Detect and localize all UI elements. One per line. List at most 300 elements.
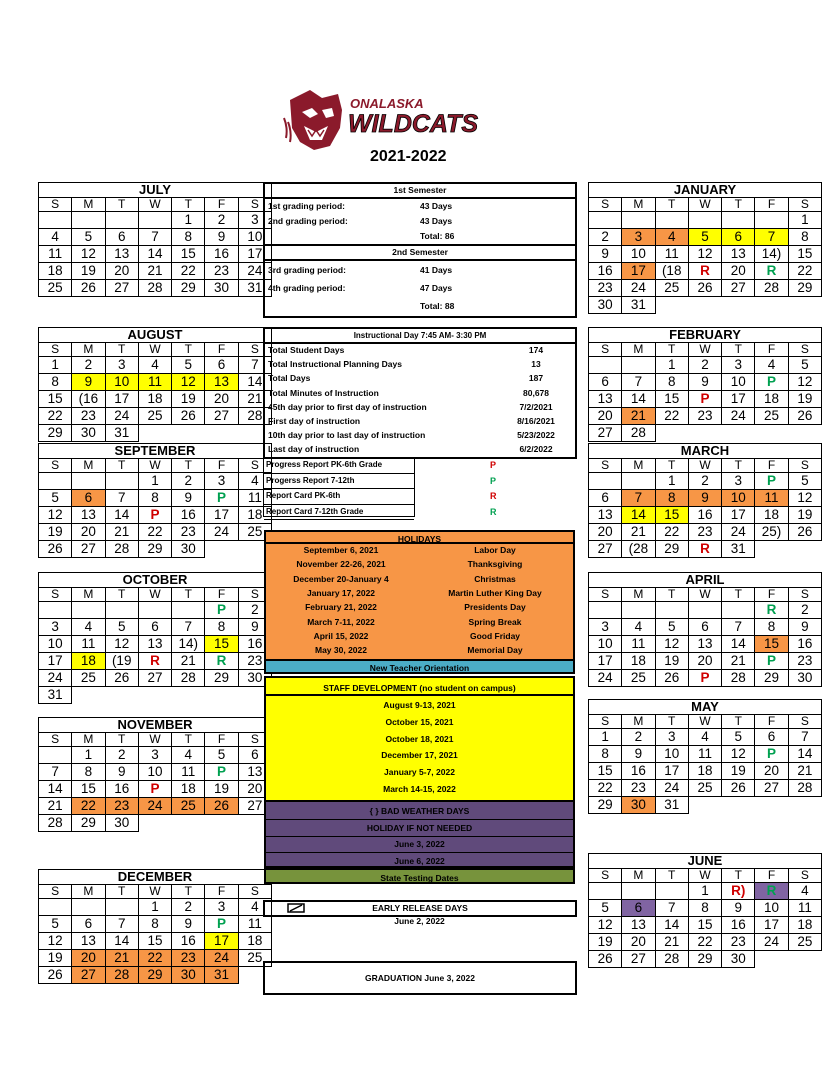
day-cell: 26 (39, 967, 72, 984)
day-cell: 27 (722, 280, 755, 297)
day-cell: 17 (238, 246, 271, 263)
day-cell (655, 883, 688, 900)
weekday-header: S (589, 459, 622, 473)
day-cell: 17 (205, 933, 238, 950)
weekday-header: W (688, 715, 721, 729)
day-cell: 14 (105, 933, 138, 950)
day-cell: 14 (105, 507, 138, 524)
day-cell (722, 425, 755, 442)
day-cell: 15 (39, 391, 72, 408)
day-cell: 6 (105, 229, 138, 246)
month-august (38, 327, 272, 442)
day-cell: 11 (238, 490, 271, 507)
holiday-row (266, 644, 573, 658)
day-cell (622, 473, 655, 490)
day-cell: 25 (39, 280, 72, 297)
day-cell: 19 (788, 507, 821, 524)
day-cell: R (138, 653, 171, 670)
day-cell: 18 (138, 391, 171, 408)
day-cell: 2 (172, 473, 205, 490)
early-release-title: EARLY RELEASE DAYS (372, 903, 468, 913)
day-cell: 19 (655, 653, 688, 670)
day-cell (688, 212, 721, 229)
month-may (588, 699, 822, 814)
day-cell: 4 (655, 229, 688, 246)
day-cell: 6 (589, 374, 622, 391)
instruction-row (265, 344, 575, 358)
day-cell: 24 (39, 670, 72, 687)
day-cell: 21 (622, 408, 655, 425)
weekday-header: T (655, 459, 688, 473)
day-cell: 23 (172, 950, 205, 967)
day-cell: 24 (722, 524, 755, 541)
day-cell: 22 (655, 524, 688, 541)
day-cell: 18 (72, 653, 105, 670)
weekday-header: S (788, 343, 821, 357)
month-november (38, 717, 272, 832)
day-cell: 25 (622, 670, 655, 687)
day-cell: P (688, 670, 721, 687)
day-cell: 29 (755, 670, 788, 687)
day-cell: 5 (39, 916, 72, 933)
day-cell (655, 602, 688, 619)
holiday-name: Presidents Day (464, 602, 526, 613)
day-cell (39, 473, 72, 490)
day-cell: R (755, 602, 788, 619)
staff-development-date: August 9-13, 2021 (383, 700, 456, 710)
day-cell: 19 (172, 391, 205, 408)
weekday-header: S (238, 885, 271, 899)
day-cell: 5 (105, 619, 138, 636)
day-cell: 23 (172, 524, 205, 541)
day-cell: 13 (138, 636, 171, 653)
day-cell: 9 (722, 900, 755, 917)
day-cell: 21 (238, 391, 271, 408)
day-cell: 14 (722, 636, 755, 653)
weekday-header: F (755, 198, 788, 212)
day-cell: 16 (172, 933, 205, 950)
weekday-header: T (105, 459, 138, 473)
bad-weather-date: June 6, 2022 (394, 855, 445, 866)
day-cell: 27 (72, 967, 105, 984)
weekday-header: W (138, 198, 171, 212)
day-cell: R (755, 263, 788, 280)
month-march (588, 443, 822, 558)
day-cell: 7 (238, 357, 271, 374)
day-cell: 26 (655, 670, 688, 687)
day-cell: 30 (622, 797, 655, 814)
grading-period-3-days: 41 Days (420, 265, 453, 275)
day-cell: 12 (788, 374, 821, 391)
day-cell: 6 (622, 900, 655, 917)
instruction-box (263, 327, 577, 459)
weekday-header: S (788, 869, 821, 883)
day-cell (72, 602, 105, 619)
day-cell: (28 (622, 541, 655, 558)
day-cell: P (138, 781, 171, 798)
day-cell: 9 (238, 619, 271, 636)
day-cell: 25 (755, 408, 788, 425)
graduation-box (263, 961, 577, 995)
day-cell: 26 (589, 951, 622, 968)
day-cell: 11 (72, 636, 105, 653)
instruction-value: 187 (528, 373, 544, 384)
weekday-header: W (138, 885, 171, 899)
weekday-header: M (622, 588, 655, 602)
day-cell: 24 (205, 950, 238, 967)
day-cell: 8 (138, 490, 171, 507)
day-cell: 22 (138, 524, 171, 541)
day-cell: 28 (138, 280, 171, 297)
day-cell: 16 (238, 636, 271, 653)
day-cell: 6 (138, 619, 171, 636)
day-cell: 9 (172, 490, 205, 507)
instruction-row (265, 358, 575, 372)
grading-period-3-label: 3rd grading period: (268, 265, 346, 275)
day-cell: 10 (722, 374, 755, 391)
day-cell: 7 (622, 490, 655, 507)
instruction-row (265, 401, 575, 415)
day-cell: 5 (722, 729, 755, 746)
day-cell: 29 (655, 541, 688, 558)
day-cell: 16 (205, 246, 238, 263)
day-cell: 14 (622, 507, 655, 524)
day-cell: 6 (589, 490, 622, 507)
day-cell: 28 (755, 280, 788, 297)
instruction-value: 8/16/2021 (517, 415, 555, 426)
day-cell: 27 (72, 541, 105, 558)
day-cell: 18 (788, 917, 821, 934)
staff-development-date: October 18, 2021 (385, 733, 454, 744)
day-cell: 30 (72, 425, 105, 442)
instruction-label: 10th day prior to last day of instruction (268, 430, 426, 441)
day-cell: 3 (138, 747, 171, 764)
day-cell: 25 (655, 280, 688, 297)
day-cell: 23 (589, 280, 622, 297)
grading-period-4-label: 4th grading period: (268, 283, 346, 293)
day-cell: 6 (72, 490, 105, 507)
day-cell: 23 (105, 798, 138, 815)
weekday-header: M (622, 459, 655, 473)
day-cell: 11 (172, 764, 205, 781)
day-cell: 30 (722, 951, 755, 968)
weekday-header: T (655, 198, 688, 212)
day-cell: 6 (205, 357, 238, 374)
day-cell: 21 (172, 653, 205, 670)
weekday-header: M (72, 885, 105, 899)
day-cell: 3 (622, 229, 655, 246)
day-cell: 11 (655, 246, 688, 263)
day-cell: 19 (722, 763, 755, 780)
day-cell: (19 (105, 653, 138, 670)
weekday-header: W (688, 588, 721, 602)
day-cell (72, 899, 105, 916)
day-cell (589, 883, 622, 900)
weekday-header: S (788, 588, 821, 602)
day-cell: 16 (722, 917, 755, 934)
day-cell: 17 (105, 391, 138, 408)
day-cell: 31 (205, 967, 238, 984)
semester-box (263, 182, 577, 318)
weekday-header: T (172, 588, 205, 602)
day-cell (105, 687, 138, 704)
day-cell: 22 (138, 950, 171, 967)
day-cell: 3 (205, 473, 238, 490)
instruction-label: Last day of instruction (268, 444, 360, 455)
day-cell: 7 (105, 490, 138, 507)
day-cell: 21 (788, 763, 821, 780)
month-title: JANUARY (588, 182, 822, 197)
day-cell: 15 (688, 917, 721, 934)
day-cell: 31 (722, 541, 755, 558)
day-cell: 28 (655, 951, 688, 968)
day-cell: 28 (788, 780, 821, 797)
day-cell: 31 (238, 280, 271, 297)
day-cell (39, 602, 72, 619)
day-cell: 5 (655, 619, 688, 636)
day-cell: 4 (238, 473, 271, 490)
day-cell (688, 425, 721, 442)
day-cell: 20 (622, 934, 655, 951)
weekday-header: S (39, 588, 72, 602)
day-cell: 1 (788, 212, 821, 229)
day-cell: 27 (622, 951, 655, 968)
day-cell: 27 (755, 780, 788, 797)
early-release-icon (287, 903, 307, 913)
day-cell: 10 (39, 636, 72, 653)
bad-weather-section (264, 800, 575, 868)
weekday-header: F (205, 588, 238, 602)
staff-development-title: STAFF DEVELOPMENT (no student on campus) (264, 676, 575, 696)
month-title: MAY (588, 699, 822, 714)
day-cell: 7 (788, 729, 821, 746)
grading-period-4-days: 47 Days (420, 283, 453, 293)
day-cell: 4 (238, 899, 271, 916)
report-mark: P (490, 460, 497, 470)
day-cell (138, 602, 171, 619)
weekday-header: T (722, 459, 755, 473)
day-cell: 4 (622, 619, 655, 636)
day-cell: 11 (755, 490, 788, 507)
instruction-label: Total Minutes of Instruction (268, 387, 379, 398)
day-cell (39, 899, 72, 916)
day-cell: 7 (722, 619, 755, 636)
day-cell (688, 797, 721, 814)
day-cell: 9 (72, 374, 105, 391)
day-cell: 15 (589, 763, 622, 780)
day-cell (788, 297, 821, 314)
weekday-header: T (655, 869, 688, 883)
first-semester-title: 1st Semester (265, 184, 575, 199)
day-cell (788, 797, 821, 814)
day-cell: 1 (138, 899, 171, 916)
staff-development-date: October 15, 2021 (385, 716, 454, 727)
instruction-label: Total Student Days (268, 345, 345, 355)
day-cell: 3 (105, 357, 138, 374)
day-cell: 21 (138, 263, 171, 280)
day-cell: 2 (105, 747, 138, 764)
day-cell: 23 (238, 653, 271, 670)
day-cell: 21 (39, 798, 72, 815)
day-cell: 8 (755, 619, 788, 636)
holiday-row (266, 601, 573, 615)
month-title: APRIL (588, 572, 822, 587)
day-cell: 2 (172, 899, 205, 916)
instruction-label: First day of instruction (268, 415, 361, 426)
day-cell (105, 602, 138, 619)
day-cell: 1 (589, 729, 622, 746)
day-cell: P (755, 653, 788, 670)
day-cell: 12 (722, 746, 755, 763)
day-cell: 4 (72, 619, 105, 636)
day-cell: 25 (238, 950, 271, 967)
weekday-header: T (722, 198, 755, 212)
weekday-header: T (105, 588, 138, 602)
day-cell: 22 (39, 408, 72, 425)
day-cell: 8 (138, 916, 171, 933)
day-cell: 22 (589, 780, 622, 797)
day-cell: 12 (589, 917, 622, 934)
day-cell: P (755, 374, 788, 391)
day-cell: R) (722, 883, 755, 900)
weekday-header: W (688, 459, 721, 473)
day-cell: 13 (72, 933, 105, 950)
instruction-label: Total Days (268, 373, 311, 384)
logo-text-main: WILDCATS (348, 110, 479, 138)
day-cell: 4 (172, 747, 205, 764)
weekday-header: T (172, 198, 205, 212)
weekday-header: M (622, 715, 655, 729)
day-cell (655, 297, 688, 314)
day-cell: 9 (589, 246, 622, 263)
day-cell: 12 (172, 374, 205, 391)
day-cell: 4 (138, 357, 171, 374)
day-cell (205, 815, 238, 832)
day-cell: 1 (655, 473, 688, 490)
day-cell: 24 (589, 670, 622, 687)
day-cell (205, 687, 238, 704)
weekday-header: T (105, 885, 138, 899)
day-cell: 5 (688, 229, 721, 246)
first-semester-total: Total: 86 (420, 231, 455, 241)
day-cell: 8 (172, 229, 205, 246)
day-cell: R (755, 883, 788, 900)
day-cell (105, 899, 138, 916)
weekday-header: W (688, 198, 721, 212)
holiday-date: September 6, 2021 (303, 545, 379, 555)
weekday-header: S (788, 459, 821, 473)
day-cell: 2 (622, 729, 655, 746)
day-cell: 15 (72, 781, 105, 798)
weekday-header: S (39, 198, 72, 212)
day-cell: 13 (589, 507, 622, 524)
day-cell: P (755, 473, 788, 490)
day-cell (755, 212, 788, 229)
day-cell: 24 (622, 280, 655, 297)
day-cell: 16 (788, 636, 821, 653)
day-cell: 15 (205, 636, 238, 653)
day-cell: 16 (105, 781, 138, 798)
instruction-row (265, 387, 575, 401)
weekday-header: F (755, 588, 788, 602)
day-cell: 10 (138, 764, 171, 781)
day-cell: 12 (688, 246, 721, 263)
day-cell: 29 (39, 425, 72, 442)
day-cell: P (205, 490, 238, 507)
day-cell: 11 (622, 636, 655, 653)
report-label: Report Card PK-6th (266, 491, 341, 500)
day-cell: 14) (755, 246, 788, 263)
weekday-header: M (72, 198, 105, 212)
day-cell: 18 (172, 781, 205, 798)
day-cell: P (205, 764, 238, 781)
day-cell: 4 (39, 229, 72, 246)
weekday-header: F (755, 869, 788, 883)
day-cell: 17 (722, 391, 755, 408)
day-cell: 23 (205, 263, 238, 280)
day-cell: 23 (622, 780, 655, 797)
day-cell: 25 (172, 798, 205, 815)
day-cell: 29 (788, 280, 821, 297)
day-cell: 7 (172, 619, 205, 636)
grading-period-2-days: 43 Days (420, 216, 453, 226)
day-cell: 7 (138, 229, 171, 246)
day-cell: 25 (788, 934, 821, 951)
day-cell: 9 (688, 374, 721, 391)
day-cell: 29 (589, 797, 622, 814)
day-cell: 29 (205, 670, 238, 687)
weekday-header: M (72, 588, 105, 602)
day-cell: 9 (172, 916, 205, 933)
day-cell: 22 (72, 798, 105, 815)
holiday-row (266, 616, 573, 630)
instruction-row (265, 372, 575, 386)
day-cell: 6 (688, 619, 721, 636)
day-cell (755, 541, 788, 558)
day-cell (205, 425, 238, 442)
second-semester-title: 2nd Semester (265, 244, 575, 261)
day-cell: 16 (688, 507, 721, 524)
holiday-row (266, 573, 573, 587)
weekday-header: S (589, 198, 622, 212)
day-cell: 11 (788, 900, 821, 917)
day-cell (655, 212, 688, 229)
day-cell: 20 (72, 524, 105, 541)
weekday-header: W (138, 343, 171, 357)
day-cell: 18 (755, 507, 788, 524)
holiday-row (266, 558, 573, 572)
day-cell: 7 (622, 374, 655, 391)
weekday-header: T (722, 869, 755, 883)
day-cell (755, 297, 788, 314)
grading-period-2-label: 2nd grading period: (268, 216, 348, 226)
instruction-row (265, 429, 575, 443)
day-cell: 9 (688, 490, 721, 507)
instruction-label: 45th day prior to first day of instruction (268, 401, 427, 412)
month-title: JULY (38, 182, 272, 197)
weekday-header: T (655, 588, 688, 602)
day-cell: 10 (105, 374, 138, 391)
report-legend (263, 457, 497, 517)
day-cell: 19 (39, 950, 72, 967)
holidays-title: HOLIDAYS (264, 530, 575, 544)
day-cell (138, 212, 171, 229)
day-cell: 26 (39, 541, 72, 558)
day-cell: 8 (589, 746, 622, 763)
day-cell: R (688, 541, 721, 558)
wildcat-mascot-icon (284, 90, 342, 150)
day-cell: 25 (688, 780, 721, 797)
